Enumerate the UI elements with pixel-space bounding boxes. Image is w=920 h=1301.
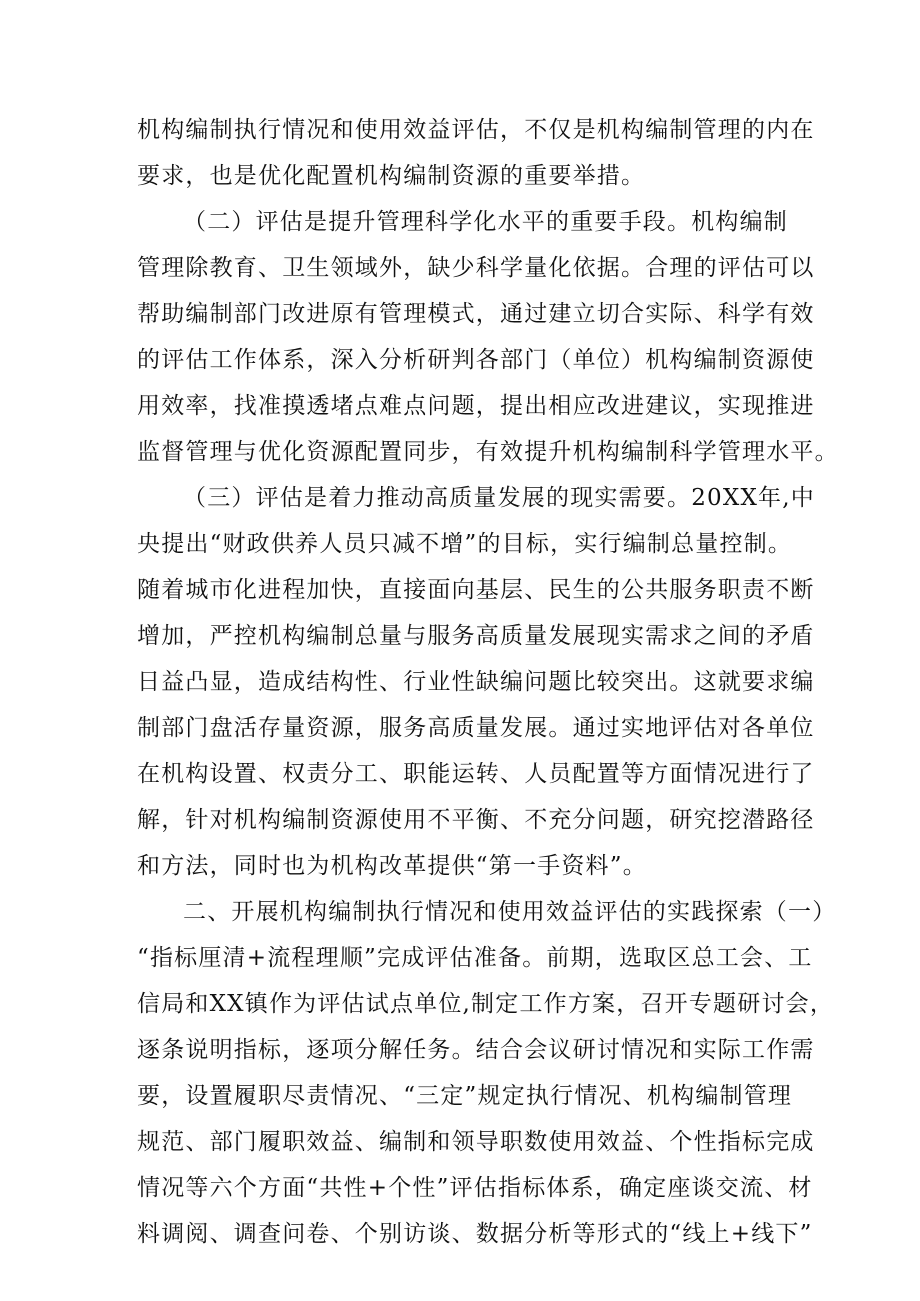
text-line: 机构编制执行情况和使用效益评估，不仅是机构编制管理的内在 [137, 117, 815, 143]
section-heading-2: 二、开展机构编制执行情况和使用效益评估的实践探索（一） [183, 899, 837, 925]
text-line: 日益凸显，造成结构性、行业性缺编问题比较突出。这就要求编 [137, 669, 815, 695]
text-line: 增加，严控机构编制总量与服务高质量发展现实需求之间的矛盾 [137, 623, 815, 649]
text-line: 料调阅、调查问卷、个别访谈、数据分析等形式的“线上+线下” [137, 1221, 813, 1247]
text-line: 央提出“财政供养人员只减不增”的目标，实行编制总量控制。 [137, 531, 793, 557]
text-line: 随着城市化进程加快，直接面向基层、民生的公共服务职责不断 [137, 577, 815, 603]
text-line: 用效率，找准摸透堵点难点问题，提出相应改进建议，实现推进 [137, 393, 815, 419]
paragraph-heading-2: （二）评估是提升管理科学化水平的重要手段。机构编制 [183, 209, 788, 235]
text-line: 管理除教育、卫生领域外，缺少科学量化依据。合理的评估可以 [137, 255, 815, 281]
text-line: “指标厘清+流程理顺”完成评估准备。前期，选取区总工会、工 [137, 945, 813, 971]
text-line: 要求，也是优化配置机构编制资源的重要举措。 [137, 163, 646, 189]
text-line: 在机构设置、权责分工、职能运转、人员配置等方面情况进行了 [137, 761, 815, 787]
text-line: 信局和XX镇作为评估试点单位,制定工作方案，召开专题研讨会， [137, 991, 835, 1017]
text-line: 制部门盘活存量资源，服务高质量发展。通过实地评估对各单位 [137, 715, 815, 741]
text-line: 规范、部门履职效益、编制和领导职数使用效益、个性指标完成 [137, 1129, 815, 1155]
text-line: 解，针对机构编制资源使用不平衡、不充分问题，研究挖潜路径 [137, 807, 815, 833]
text-line: 的评估工作体系，深入分析研判各部门（单位）机构编制资源使 [137, 347, 815, 373]
text-line: 和方法，同时也为机构改革提供“第一手资料”。 [137, 853, 647, 879]
text-line: 帮助编制部门改进原有管理模式，通过建立切合实际、科学有效 [137, 301, 815, 327]
text-line: 情况等六个方面“共性+个性”评估指标体系，确定座谈交流、材 [137, 1175, 813, 1201]
text-line: 监督管理与优化资源配置同步，有效提升机构编制科学管理水平。 [137, 439, 839, 465]
text-line: 要，设置履职尽责情况、“三定”规定执行情况、机构编制管理 [137, 1083, 793, 1109]
text-line: 逐条说明指标，逐项分解任务。结合会议研讨情况和实际工作需 [137, 1037, 815, 1063]
paragraph-heading-3: （三）评估是着力推动高质量发展的现实需要。20XX年,中 [183, 485, 815, 511]
